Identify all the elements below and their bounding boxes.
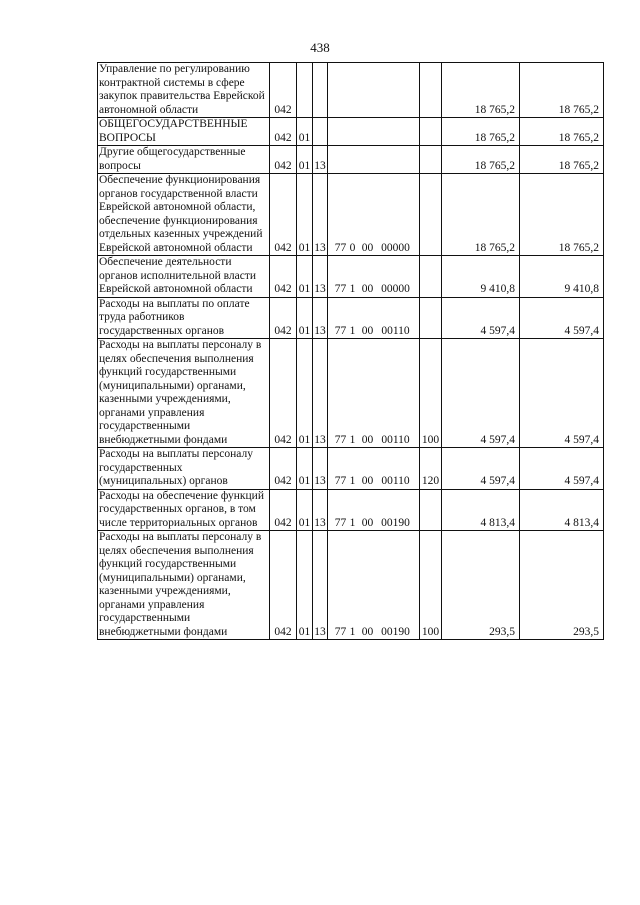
target-article-code	[328, 118, 420, 146]
row-name: Расходы на выплаты персоналу в целях обеспечения выполнения функций государственными (муниципальными) органами, казенными учреждениями, органами управления государственными внебюджетными фондами	[98, 339, 270, 448]
expense-type-code	[420, 146, 442, 174]
row-name: Другие общегосударственные вопросы	[98, 146, 270, 174]
amount-2: 18 765,2	[520, 63, 604, 118]
target-article-part: 77	[334, 475, 347, 487]
pr-code: 13	[313, 448, 328, 490]
amount-1: 4 597,4	[442, 448, 520, 490]
ved-code: 042	[270, 489, 297, 531]
target-article-part: 77	[334, 516, 347, 529]
table-row	[98, 118, 604, 146]
ved-code: 042	[270, 448, 297, 490]
pr-code: 13	[313, 174, 328, 256]
rz-code: 01	[297, 297, 313, 339]
amount-2: 18 765,2	[520, 118, 604, 146]
target-article-part: 00	[361, 475, 374, 487]
expense-type-code	[420, 489, 442, 531]
pr-code: 13	[313, 489, 328, 531]
amount-1: 18 765,2	[442, 63, 520, 118]
table-row	[98, 489, 604, 531]
target-article-part: 00110	[381, 475, 410, 487]
table-row	[98, 297, 604, 339]
row-name: Управление по регулированию контрактной системы в сфере закупок правительства Еврейской автономной области	[98, 63, 270, 118]
target-article-code	[328, 489, 420, 531]
amount-1: 9 410,8	[442, 256, 520, 298]
pr-code: 13	[313, 297, 328, 339]
ved-code: 042	[270, 297, 297, 339]
target-article-code	[328, 146, 420, 174]
amount-2: 9 410,8	[520, 256, 604, 298]
table-row	[98, 531, 604, 640]
target-article-part: 00	[361, 241, 374, 254]
target-article-code	[328, 339, 420, 448]
rz-code: 01	[297, 448, 313, 490]
amount-1: 293,5	[442, 531, 520, 640]
target-article-part: 1	[349, 625, 356, 638]
target-article-part: 00	[361, 625, 374, 638]
amount-1: 4 597,4	[442, 339, 520, 448]
table-row	[98, 339, 604, 448]
ved-code: 042	[270, 146, 297, 174]
target-article-part: 1	[349, 283, 356, 295]
budget-table	[97, 62, 604, 640]
ved-code: 042	[270, 118, 297, 146]
expense-type-code	[420, 174, 442, 256]
amount-2: 18 765,2	[520, 146, 604, 174]
target-article-code	[328, 297, 420, 339]
table-row	[98, 174, 604, 256]
ved-code: 042	[270, 174, 297, 256]
expense-type-code: 120	[420, 448, 442, 490]
amount-2: 293,5	[520, 531, 604, 640]
target-article-part: 00190	[381, 625, 410, 638]
target-article-part: 00	[361, 433, 374, 446]
target-article-part: 77	[334, 283, 347, 295]
expense-type-code	[420, 63, 442, 118]
ved-code: 042	[270, 339, 297, 448]
target-article-part: 77	[334, 625, 347, 638]
expense-type-code	[420, 118, 442, 146]
rz-code: 01	[297, 531, 313, 640]
expense-type-code: 100	[420, 339, 442, 448]
table-row	[98, 63, 604, 118]
rz-code: 01	[297, 118, 313, 146]
rz-code: 01	[297, 256, 313, 298]
ved-code: 042	[270, 256, 297, 298]
table-row	[98, 146, 604, 174]
ved-code: 042	[270, 531, 297, 640]
target-article-part: 77	[334, 241, 347, 254]
expense-type-code	[420, 297, 442, 339]
target-article-code	[328, 174, 420, 256]
target-article-part: 00	[361, 283, 374, 295]
table-row	[98, 256, 604, 298]
target-article-part: 77	[334, 324, 347, 337]
target-article-part: 0	[349, 241, 356, 254]
amount-1: 4 813,4	[442, 489, 520, 531]
amount-2: 4 597,4	[520, 297, 604, 339]
pr-code: 13	[313, 531, 328, 640]
expense-type-code: 100	[420, 531, 442, 640]
row-name: Расходы на выплаты персоналу в целях обеспечения выполнения функций государственными (муниципальными) органами, казенными учреждениями, органами управления государственными внебюджетными фондами	[98, 531, 270, 640]
amount-1: 18 765,2	[442, 118, 520, 146]
amount-2: 4 813,4	[520, 489, 604, 531]
row-name: Обеспечение функционирования органов государственной власти Еврейской автономной области, обеспечение функционирования отдельных казенных учреждений Еврейской автономной области	[98, 174, 270, 256]
target-article-part: 00000	[381, 241, 410, 254]
row-name: Расходы на выплаты по оплате труда работников государственных органов	[98, 297, 270, 339]
row-name: Обеспечение деятельности органов исполнительной власти Еврейской автономной области	[98, 256, 270, 298]
ved-code: 042	[270, 63, 297, 118]
target-article-code	[328, 256, 420, 298]
page-number: 438	[310, 40, 330, 55]
amount-2: 4 597,4	[520, 339, 604, 448]
target-article-part: 1	[349, 516, 356, 529]
row-name: ОБЩЕГОСУДАРСТВЕННЫЕ ВОПРОСЫ	[98, 118, 270, 146]
target-article-part: 00	[361, 516, 374, 529]
target-article-part: 00	[361, 324, 374, 337]
target-article-part: 1	[349, 324, 356, 337]
pr-code	[313, 118, 328, 146]
row-name: Расходы на обеспечение функций государственных органов, в том числе территориальных органов	[98, 489, 270, 531]
amount-1: 4 597,4	[442, 297, 520, 339]
amount-2: 18 765,2	[520, 174, 604, 256]
target-article-code	[328, 448, 420, 490]
target-article-part: 00110	[381, 433, 410, 446]
rz-code: 01	[297, 174, 313, 256]
target-article-part: 77	[334, 433, 347, 446]
target-article-code	[328, 531, 420, 640]
pr-code: 13	[313, 339, 328, 448]
rz-code: 01	[297, 339, 313, 448]
amount-1: 18 765,2	[442, 174, 520, 256]
pr-code: 13	[313, 256, 328, 298]
target-article-part: 1	[349, 433, 356, 446]
rz-code	[297, 63, 313, 118]
row-name: Расходы на выплаты персоналу государственных (муниципальных) органов	[98, 448, 270, 490]
amount-2: 4 597,4	[520, 448, 604, 490]
target-article-part: 1	[349, 475, 356, 487]
amount-1: 18 765,2	[442, 146, 520, 174]
pr-code	[313, 63, 328, 118]
target-article-part: 00110	[381, 324, 410, 337]
expense-type-code	[420, 256, 442, 298]
target-article-code	[328, 63, 420, 118]
rz-code: 01	[297, 146, 313, 174]
table-row	[98, 448, 604, 490]
rz-code: 01	[297, 489, 313, 531]
pr-code: 13	[313, 146, 328, 174]
target-article-part: 00190	[381, 516, 410, 529]
target-article-part: 00000	[381, 283, 410, 295]
